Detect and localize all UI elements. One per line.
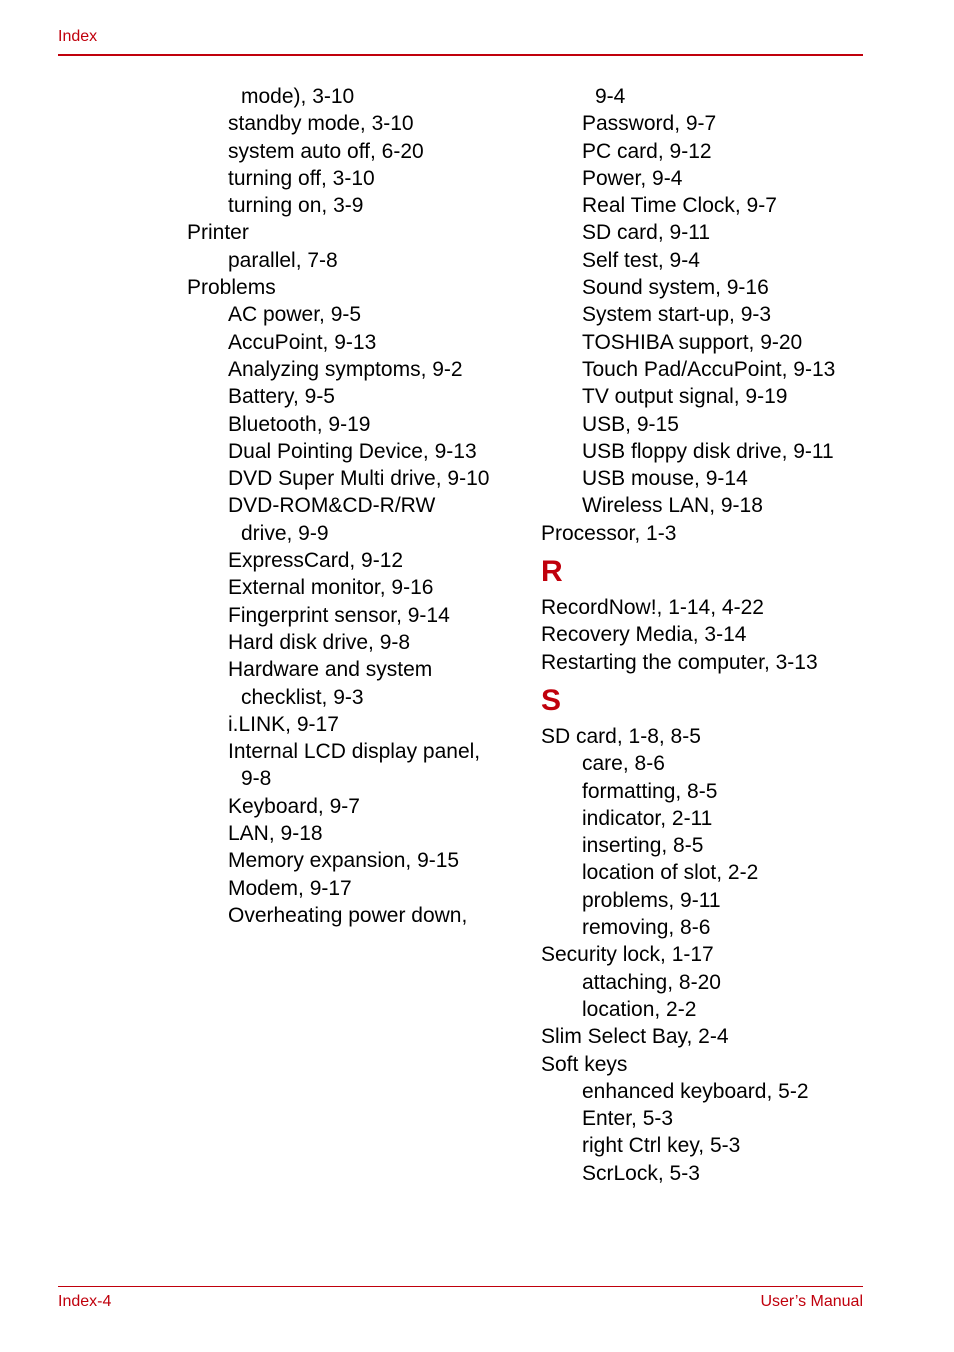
index-subentry: USB, 9-15	[582, 412, 679, 436]
index-subentry: standby mode, 3-10	[228, 112, 414, 136]
index-subentry: i.LINK, 9-17	[228, 712, 339, 736]
index-entry: Slim Select Bay, 2-4	[541, 1025, 729, 1049]
index-subentry: formatting, 8-5	[582, 779, 718, 803]
section-letter: R	[541, 555, 563, 589]
index-subentry: USB floppy disk drive, 9-11	[582, 439, 834, 463]
index-subentry: Hard disk drive, 9-8	[228, 630, 411, 654]
index-subentry: attaching, 8-20	[582, 970, 721, 994]
index-subentry: DVD Super Multi drive, 9-10	[228, 467, 490, 491]
index-subentry: ExpressCard, 9-12	[228, 549, 404, 573]
index-subentry: indicator, 2-11	[582, 806, 713, 830]
index-subentry: USB mouse, 9-14	[582, 467, 748, 491]
index-subentry: parallel, 7-8	[228, 248, 338, 272]
header-rule	[58, 54, 863, 56]
index-subentry: LAN, 9-18	[228, 822, 323, 846]
index-subentry: removing, 8-6	[582, 916, 711, 940]
index-subentry: AC power, 9-5	[228, 303, 362, 327]
index-entry: Soft keys	[541, 1052, 628, 1076]
index-subentry: turning on, 3-9	[228, 194, 364, 218]
index-column-left	[187, 83, 527, 929]
index-subentry: DVD-ROM&CD-R/RW	[228, 494, 436, 518]
index-entry: SD card, 1-8, 8-5	[541, 724, 701, 748]
index-subentry: Fingerprint sensor, 9-14	[228, 603, 450, 627]
manual-title: User’s Manual	[760, 1293, 863, 1310]
index-subentry: Battery, 9-5	[228, 385, 335, 409]
index-subentry: AccuPoint, 9-13	[228, 330, 377, 354]
index-entry: Problems	[187, 276, 276, 300]
index-subentry: location of slot, 2-2	[582, 861, 759, 885]
index-subentry: External monitor, 9-16	[228, 576, 434, 600]
index-subentry: TV output signal, 9-19	[582, 385, 788, 409]
index-subentry: Touch Pad/AccuPoint, 9-13	[582, 357, 836, 381]
index-subentry: 9-8	[241, 767, 272, 791]
index-subentry: drive, 9-9	[241, 521, 329, 545]
index-entry: Security lock, 1-17	[541, 943, 714, 967]
index-subentry: Wireless LAN, 9-18	[582, 494, 763, 518]
index-subentry: right Ctrl key, 5-3	[582, 1134, 741, 1158]
index-entry: Processor, 1-3	[541, 521, 677, 545]
running-header: Index	[58, 28, 98, 45]
index-subentry: Sound system, 9-16	[582, 276, 769, 300]
index-subentry: Internal LCD display panel,	[228, 740, 481, 764]
index-subentry: mode), 3-10	[241, 85, 355, 108]
index-subentry: SD card, 9-11	[582, 221, 710, 245]
index-subentry: TOSHIBA support, 9-20	[582, 330, 803, 354]
index-subentry: inserting, 8-5	[582, 834, 704, 858]
index-entry: Restarting the computer, 3-13	[541, 650, 818, 674]
index-subentry: location, 2-2	[582, 997, 697, 1021]
index-subentry: Bluetooth, 9-19	[228, 412, 371, 436]
index-subentry: System start-up, 9-3	[582, 303, 772, 327]
index-subentry: Hardware and system	[228, 658, 433, 682]
index-subentry: turning off, 3-10	[228, 166, 375, 190]
index-entry: RecordNow!, 1-14, 4-22	[541, 596, 764, 620]
index-subentry: care, 8-6	[582, 752, 665, 776]
index-subentry: Analyzing symptoms, 9-2	[228, 357, 463, 381]
index-subentry: Memory expansion, 9-15	[228, 849, 460, 873]
index-entry: Printer	[187, 221, 249, 245]
index-subentry: problems, 9-11	[582, 888, 721, 912]
index-subentry: PC card, 9-12	[582, 139, 712, 163]
page-number: Index-4	[58, 1293, 112, 1310]
index-subentry: enhanced keyboard, 5-2	[582, 1079, 809, 1103]
index-subentry: Power, 9-4	[582, 166, 683, 190]
section-letter: S	[541, 683, 562, 717]
index-column-right	[541, 83, 871, 1187]
index-subentry: ScrLock, 5-3	[582, 1161, 700, 1185]
footer-rule	[58, 1286, 863, 1287]
index-subentry: Modem, 9-17	[228, 876, 352, 900]
index-subentry: Keyboard, 9-7	[228, 794, 360, 818]
index-subentry: Enter, 5-3	[582, 1107, 674, 1131]
index-subentry: Overheating power down,	[228, 903, 468, 927]
index-subentry: Real Time Clock, 9-7	[582, 194, 777, 218]
index-subentry: Self test, 9-4	[582, 248, 700, 272]
index-subentry: Dual Pointing Device, 9-13	[228, 439, 477, 463]
index-subentry: Password, 9-7	[582, 112, 717, 136]
index-subentry: 9-4	[595, 85, 626, 108]
index-subentry: system auto off, 6-20	[228, 139, 424, 163]
index-entry: Recovery Media, 3-14	[541, 623, 747, 647]
index-subentry: checklist, 9-3	[241, 685, 364, 709]
